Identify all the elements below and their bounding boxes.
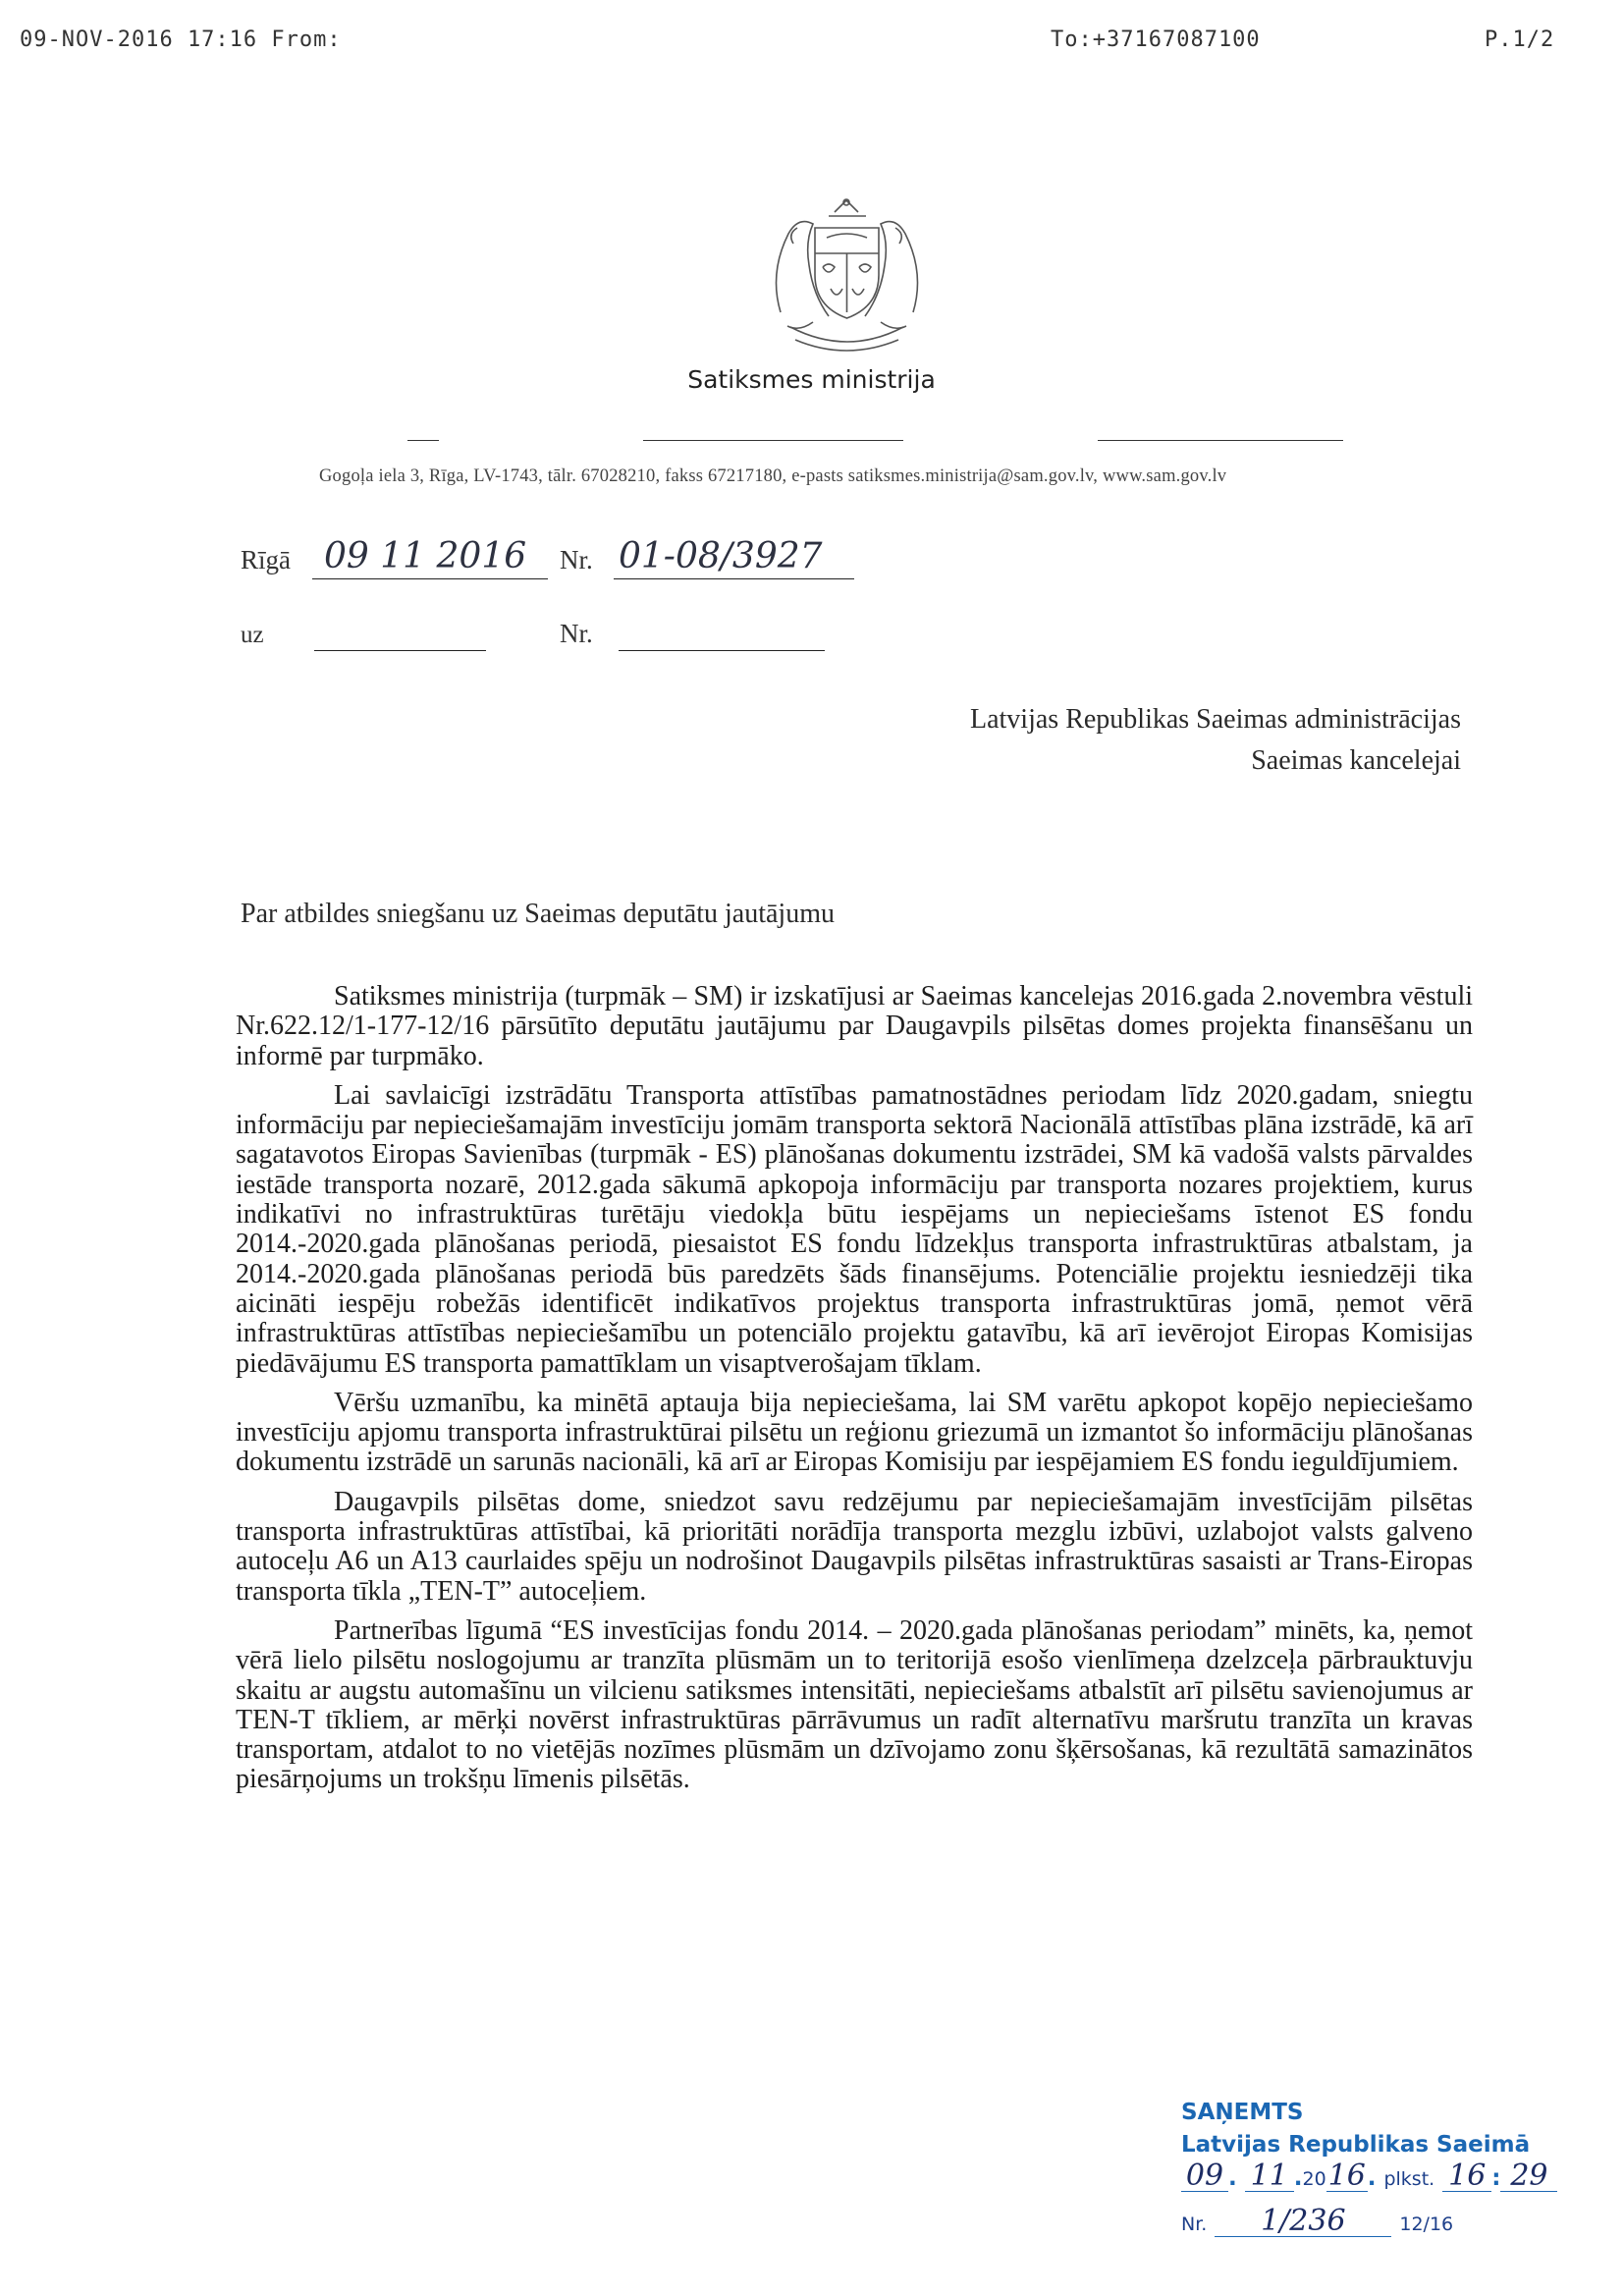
uz-label: uz (241, 622, 264, 648)
latvia-coat-of-arms-icon (756, 194, 938, 359)
uz-line (314, 650, 486, 651)
fax-header-left: 09-NOV-2016 17:16 From: (20, 27, 342, 52)
handwritten-date: 09 11 2016 (324, 536, 527, 576)
stamp-nr-label: Nr. (1181, 2214, 1208, 2235)
letterhead-rule-right (1098, 440, 1343, 441)
letter-body (236, 982, 1473, 1805)
recipient-line-1: Latvijas Republikas Saeimas administrācijas (970, 704, 1461, 735)
stamp-number-suffix: 12/16 (1399, 2214, 1454, 2235)
body-paragraph: Lai savlaicīgi izstrādātu Transporta attīstības pamatnostādnes periodam līdz 2020.gadam, sniegtu informāciju par nepieciešamajām investīciju jomām transporta sektorā Nacionālā attīstības plāna izstrādē, kā arī sagatavotos Eiropas Savienības (turpmāk - ES) plānošanas dokumentu izstrādei, SM kā vadošā valsts pārvaldes iestāde transporta nozarē, 2012.gada sākumā apkopoja informāciju par transporta nozares projektiem, kurus indikatīvi no infrastruktūras turētāju viedokļa būtu iespējams un nepieciešams īstenot ES fondu 2014.-2020.gada plānošanas periodā, piesaistot ES fondu līdzekļus transporta infrastruktūras atbalstam, ja 2014.-2020.gada plānošanas periodā būs paredzēts šāds finansējums. Potenciālie projektu iesniedzēji tika aicināti iespēju robežās identificēt indikatīvos projektus transporta infrastruktūras jomā, ņemot vērā infrastruktūras attīstības nepieciešamību un potenciālo projektu gatavību, kā arī ievērojot Eiropas Komisijas piedāvājumu ES transporta pamattīklam un visaptverošajam tīklam. (236, 1079, 1473, 1379)
reference-number-line (614, 578, 854, 579)
fax-header-page: P.1/2 (1485, 27, 1555, 52)
body-paragraph: Partnerības līgumā “ES investīcijas fondu 2014. – 2020.gada plānošanas periodam” minēts, ka, ņemot vērā lielo pilsētu noslogojumu ar tranzīta plūsmām un to teritorijā esošo vienlīmeņa dzelzceļa pārbrauktuvju skaitu ar augstu automašīnu un vilcienu satiksmes intensitāti, nepieciešams atbalstīt arī pilsētu savienojumus ar TEN-T tīkliem, ar mērķi novērst infrastruktūras pārrāvumus un radīt alternatīvu maršrutu tranzīta un kravas transportam, atdalot to no vietējās nozīmes plūsmām un dzīvojamo zonu šķērsošanas, kā rezultātā samazinātos piesārņojums un trokšņu līmenis pilsētās. (236, 1614, 1473, 1795)
stamp-organization: Latvijas Republikas Saeimā (1181, 2132, 1531, 2158)
body-paragraph: Satiksmes ministrija (turpmāk – SM) ir izskatījusi ar Saeimas kancelejas 2016.gada 2.novembra vēstuli Nr.622.12/1-177-12/16 pārsūtīto deputātu jautājumu par Daugavpils pilsētas domes projekta finansēšanu un informē par turpmāko. (236, 981, 1473, 1071)
uz-nr-label: Nr. (560, 619, 593, 648)
letterhead-rule-center (643, 440, 903, 441)
handwritten-reference-number: 01-08/3927 (619, 536, 823, 576)
stamp-year-prefix: 20 (1302, 2168, 1326, 2190)
stamp-time-label: plkst. (1383, 2168, 1435, 2190)
stamp-year-suffix: 16 (1327, 2159, 1366, 2193)
letterhead-rule-left (407, 440, 439, 441)
recipient-line-2: Saeimas kancelejai (1251, 745, 1461, 776)
received-stamp (1181, 2097, 1557, 2246)
stamp-day: 09 (1181, 2161, 1228, 2192)
date-line (312, 578, 548, 579)
reference-nr-label: Nr. (560, 545, 593, 574)
body-paragraph: Vēršu uzmanību, ka minētā aptauja bija nepieciešama, lai SM varētu apkopot kopējo nepieciešamo investīciju apjomu transporta infrastruktūrai pilsētu un reģionu griezumā un izmantot šo informāciju plānošanas dokumentu izstrādē un sarunās nacionāli, kā arī ar Eiropas Komisiju par iespējamiem ES fondu ieguldījumiem. (236, 1387, 1473, 1478)
stamp-number: 1/236 (1215, 2207, 1391, 2237)
stamp-title: SAŅEMTS (1181, 2100, 1304, 2125)
body-paragraph: Daugavpils pilsētas dome, sniedzot savu redzējumu par nepieciešamajām investīcijām pilsētas transporta infrastruktūras attīstībai, kā prioritāti norādīja transporta mezglu izbūvi, uzlabojot valsts galveno autoceļu A6 un A13 caurlaides spēju un nodrošinot Daugavpils pilsētas infrastruktūras sasaisti ar Trans-Eiropas transporta tīkla „TEN-T” autoceļiem. (236, 1486, 1473, 1607)
letter-subject: Par atbildes sniegšanu uz Saeimas deputātu jautājumu (241, 899, 835, 929)
stamp-hour: 16 (1442, 2161, 1491, 2192)
ministry-address: Gogoļa iela 3, Rīga, LV-1743, tālr. 67028210, fakss 67217180, e-pasts satiksmes.ministrija@sam.gov.lv, www.sam.gov.lv (319, 466, 1227, 486)
place-label: Rīgā (241, 545, 291, 574)
ministry-name: Satiksmes ministrija (687, 365, 936, 394)
uz-nr-line (619, 650, 825, 651)
stamp-number-row (1181, 2204, 1557, 2246)
stamp-minute: 29 (1500, 2161, 1557, 2192)
stamp-date-row: 09 . 11 .2016. plkst. 16 : 29 (1181, 2161, 1557, 2201)
stamp-month: 11 (1245, 2161, 1294, 2192)
recipient-block (970, 699, 1461, 782)
fax-header-recipient: To:+37167087100 (1051, 27, 1261, 52)
